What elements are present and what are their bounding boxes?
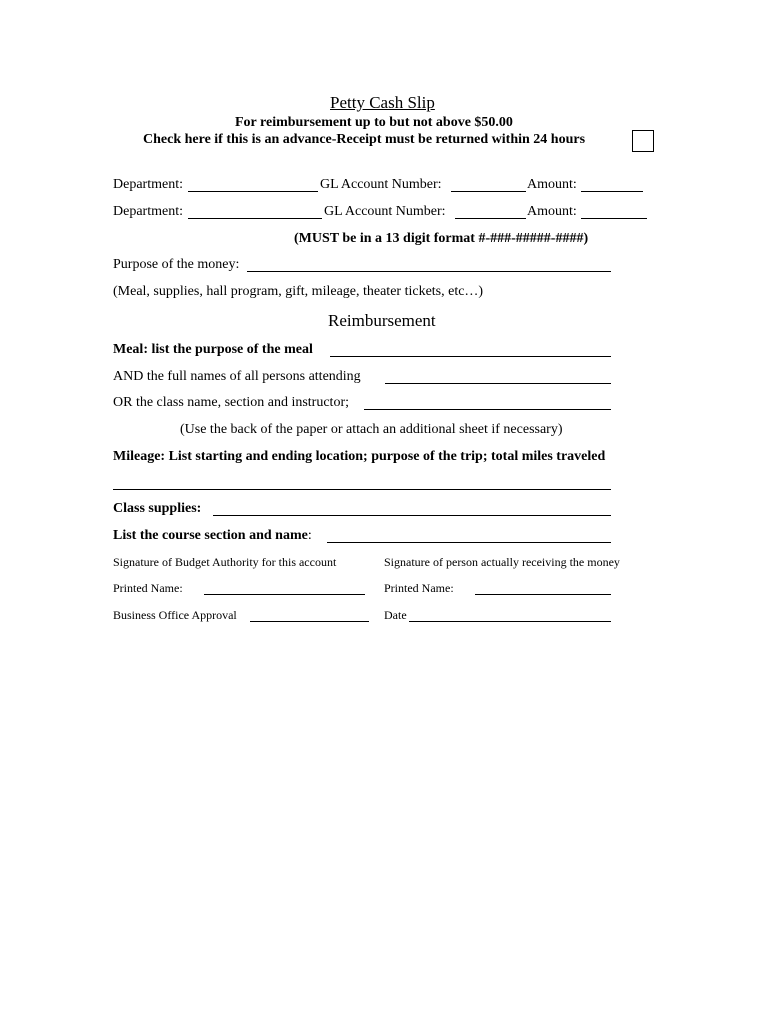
class-info-label: OR the class name, section and instructor;: [113, 395, 349, 410]
purpose-label: Purpose of the money:: [113, 257, 240, 272]
course-section-field[interactable]: [327, 542, 611, 543]
course-section-colon: :: [307, 528, 312, 543]
gl-format-note: (MUST be in a 13 digit format #-###-#####-####): [294, 231, 589, 246]
date-label: Date: [384, 608, 407, 622]
business-office-approval-label: Business Office Approval: [113, 608, 237, 622]
meal-purpose-field[interactable]: [330, 356, 611, 357]
department-label-2: Department:: [113, 204, 183, 219]
advance-checkbox[interactable]: [632, 130, 654, 152]
printed-name-field-left[interactable]: [204, 594, 365, 595]
reimbursement-limit-note: For reimbursement up to but not above $50.00: [235, 115, 513, 130]
department-label-1: Department:: [113, 177, 183, 192]
printed-name-label-right: Printed Name:: [384, 581, 454, 595]
class-supplies-label: Class supplies:: [113, 501, 202, 516]
form-title: Petty Cash Slip: [330, 93, 435, 112]
gl-account-field-1[interactable]: [451, 191, 526, 192]
budget-authority-signature-label: Signature of Budget Authority for this account: [113, 555, 337, 569]
gl-account-field-2[interactable]: [455, 218, 526, 219]
amount-label-1: Amount:: [527, 177, 577, 192]
mileage-field[interactable]: [113, 489, 611, 490]
mileage-label: Mileage: List starting and ending location; purpose of the trip; total miles traveled: [113, 449, 606, 464]
class-info-field[interactable]: [364, 409, 611, 410]
printed-name-label-left: Printed Name:: [113, 581, 183, 595]
course-section-label: [113, 528, 312, 544]
amount-field-2[interactable]: [581, 218, 647, 219]
amount-field-1[interactable]: [581, 191, 643, 192]
course-section-label-text: List the course section and name: [113, 528, 308, 543]
purpose-examples: (Meal, supplies, hall program, gift, mileage, theater tickets, etc…): [113, 284, 484, 299]
reimbursement-heading: Reimbursement: [328, 311, 436, 330]
attendees-field[interactable]: [385, 383, 611, 384]
purpose-field[interactable]: [247, 271, 611, 272]
printed-name-field-right[interactable]: [475, 594, 611, 595]
department-field-2[interactable]: [188, 218, 322, 219]
department-field-1[interactable]: [188, 191, 318, 192]
business-office-approval-field[interactable]: [250, 621, 369, 622]
meal-purpose-label: Meal: list the purpose of the meal: [113, 342, 313, 357]
back-of-paper-note: (Use the back of the paper or attach an additional sheet if necessary): [180, 422, 563, 437]
gl-account-label-1: GL Account Number:: [320, 177, 442, 192]
receiver-signature-label: Signature of person actually receiving the money: [384, 555, 620, 569]
class-supplies-field[interactable]: [213, 515, 611, 516]
advance-note: Check here if this is an advance-Receipt must be returned within 24 hours: [143, 132, 586, 147]
date-field[interactable]: [409, 621, 611, 622]
attendees-label: AND the full names of all persons attending: [113, 369, 361, 384]
gl-account-label-2: GL Account Number:: [324, 204, 446, 219]
amount-label-2: Amount:: [527, 204, 577, 219]
